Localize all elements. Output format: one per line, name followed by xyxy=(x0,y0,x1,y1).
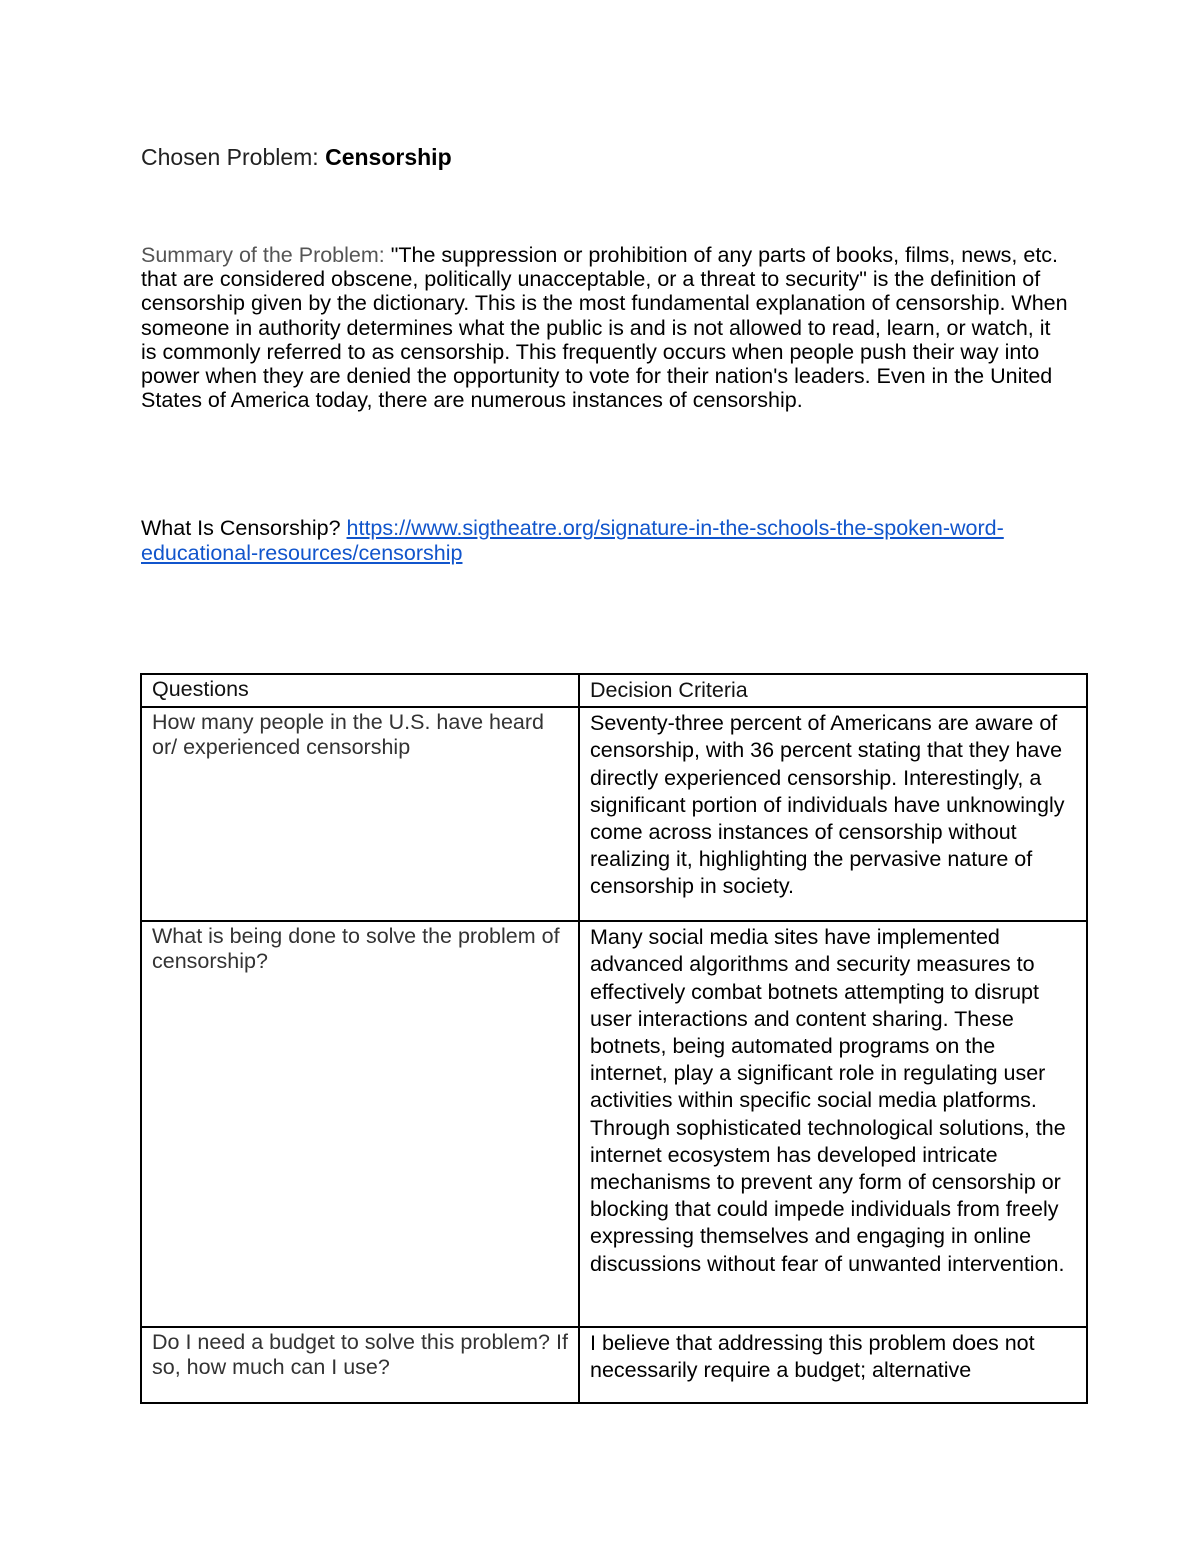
question-cell: How many people in the U.S. have heard or/ experienced censorship xyxy=(141,707,579,921)
header-decision-criteria: Decision Criteria xyxy=(579,674,1087,707)
question-cell: Do I need a budget to solve this problem? If so, how much can I use? xyxy=(141,1327,579,1403)
criteria-cell: I believe that addressing this problem does not necessarily require a budget; alternative xyxy=(579,1327,1087,1403)
table-header-row xyxy=(141,674,1087,707)
title-prefix: Chosen Problem: xyxy=(141,144,326,170)
criteria-cell: Seventy-three percent of Americans are aware of censorship, with 36 percent stating that they have directly experienced censorship. Interestingly, a significant portion of individuals have unknowingly come across instances of censorship without realizing it, highlighting the pervasive nature of censorship in society. xyxy=(579,707,1087,921)
summary-paragraph xyxy=(141,243,1071,412)
title-topic: Censorship xyxy=(325,144,452,170)
table-row xyxy=(141,921,1087,1327)
reference-label: What Is Censorship? xyxy=(141,516,347,540)
table-row xyxy=(141,707,1087,921)
decision-table xyxy=(140,673,1088,1404)
question-cell: What is being done to solve the problem of censorship? xyxy=(141,921,579,1327)
reference-link[interactable]: https://www.sigtheatre.org/signature-in-the-schools-the-spoken-word-educational-resources/censorship xyxy=(141,516,1004,565)
page-title xyxy=(141,143,452,171)
criteria-cell: Many social media sites have implemented advanced algorithms and security measures to effectively combat botnets attempting to disrupt user interactions and content sharing. These botnets, being automated programs on the internet, play a significant role in regulating user activities within specific social media platforms. Through sophisticated technological solutions, the internet ecosystem has developed intricate mechanisms to prevent any form of censorship or blocking that could impede individuals from freely expressing themselves and engaging in online discussions without fear of unwanted intervention. xyxy=(579,921,1087,1327)
table-row xyxy=(141,1327,1087,1403)
summary-lead: Summary of the Problem: xyxy=(141,243,391,267)
header-questions: Questions xyxy=(141,674,579,707)
reference-line xyxy=(141,516,1061,566)
summary-body: "The suppression or prohibition of any parts of books, films, news, etc. that are considered obscene, politically unacceptable, or a threat to security" is the definition of censorship given by the dictionary. This is the most fundamental explanation of censorship. When someone in authority determines what the public is and is not allowed to read, learn, or watch, it is commonly referred to as censorship. This frequently occurs when people push their way into power when they are denied the opportunity to vote for their nation's leaders. Even in the United States of America today, there are numerous instances of censorship. xyxy=(141,243,1068,413)
